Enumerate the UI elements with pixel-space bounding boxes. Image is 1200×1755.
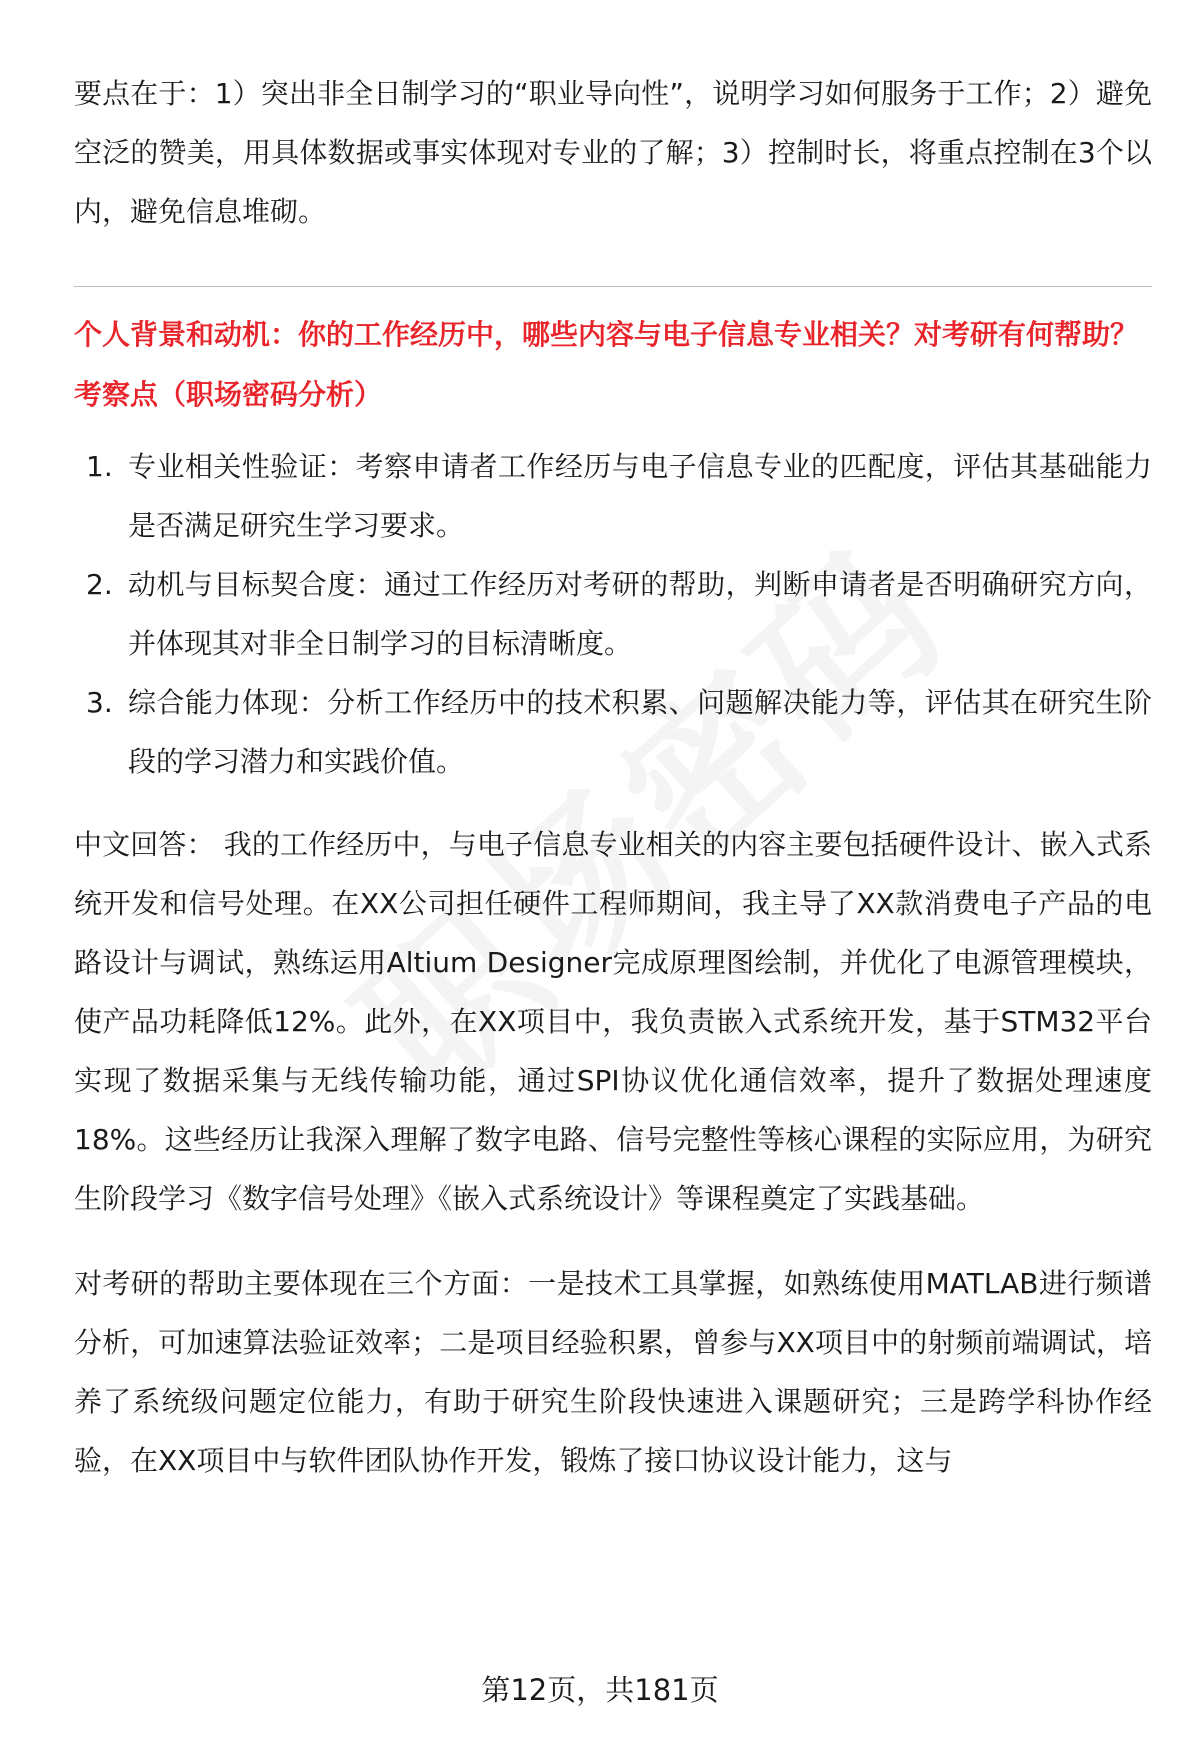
list-item-number: 3.: [86, 686, 113, 719]
list-item-number: 2.: [86, 568, 113, 601]
list-item: [74, 673, 1152, 791]
subsection-title: 考察点（职场密码分析）: [74, 378, 383, 411]
intro-paragraph: 要点在于：1）突出非全日制学习的“职业导向性”，说明学习如何服务于工作；2）避免空泛的赞美，用具体数据或事实体现对专业的了解；3）控制时长，将重点控制在3个以内，避免信息堆砌。: [74, 77, 1152, 228]
section-title: 个人背景和动机：你的工作经历中，哪些内容与电子信息专业相关？对考研有何帮助？: [74, 318, 1139, 351]
page-number-footer: 第12页，共181页: [481, 1673, 719, 1707]
document-page: [74, 64, 1152, 1490]
list-item: [74, 555, 1152, 673]
list-item-text: 专业相关性验证：考察申请者工作经历与电子信息专业的匹配度，评估其基础能力是否满足研究生学习要求。: [128, 450, 1152, 542]
assessment-points-list: [74, 437, 1152, 791]
list-item-text: 动机与目标契合度：通过工作经历对考研的帮助，判断申请者是否明确研究方向，并体现其对非全日制学习的目标清晰度。: [128, 568, 1152, 660]
list-item: [74, 437, 1152, 555]
answer-paragraph-1: 中文回答： 我的工作经历中，与电子信息专业相关的内容主要包括硬件设计、嵌入式系统开发和信号处理。在XX公司担任硬件工程师期间，我主导了XX款消费电子产品的电路设计与调试，熟练运用Altium Designer完成原理图绘制，并优化了电源管理模块，使产品功耗降低12%。此外，在XX项目中，我负责嵌入式系统开发，基于STM32平台实现了数据采集与无线传输功能，通过SPI协议优化通信效率，提升了数据处理速度18%。这些经历让我深入理解了数字电路、信号完整性等核心课程的实际应用，为研究生阶段学习《数字信号处理》《嵌入式系统设计》等课程奠定了实践基础。: [74, 828, 1152, 1215]
list-item-text: 综合能力体现：分析工作经历中的技术积累、问题解决能力等，评估其在研究生阶段的学习潜力和实践价值。: [128, 686, 1152, 778]
section-divider: [74, 286, 1152, 287]
list-item-number: 1.: [86, 450, 113, 483]
answer-paragraph-2: 对考研的帮助主要体现在三个方面：一是技术工具掌握，如熟练使用MATLAB进行频谱分析，可加速算法验证效率；二是项目经验积累，曾参与XX项目中的射频前端调试，培养了系统级问题定位能力，有助于研究生阶段快速进入课题研究；三是跨学科协作经验，在XX项目中与软件团队协作开发，锻炼了接口协议设计能力，这与: [74, 1267, 1152, 1477]
